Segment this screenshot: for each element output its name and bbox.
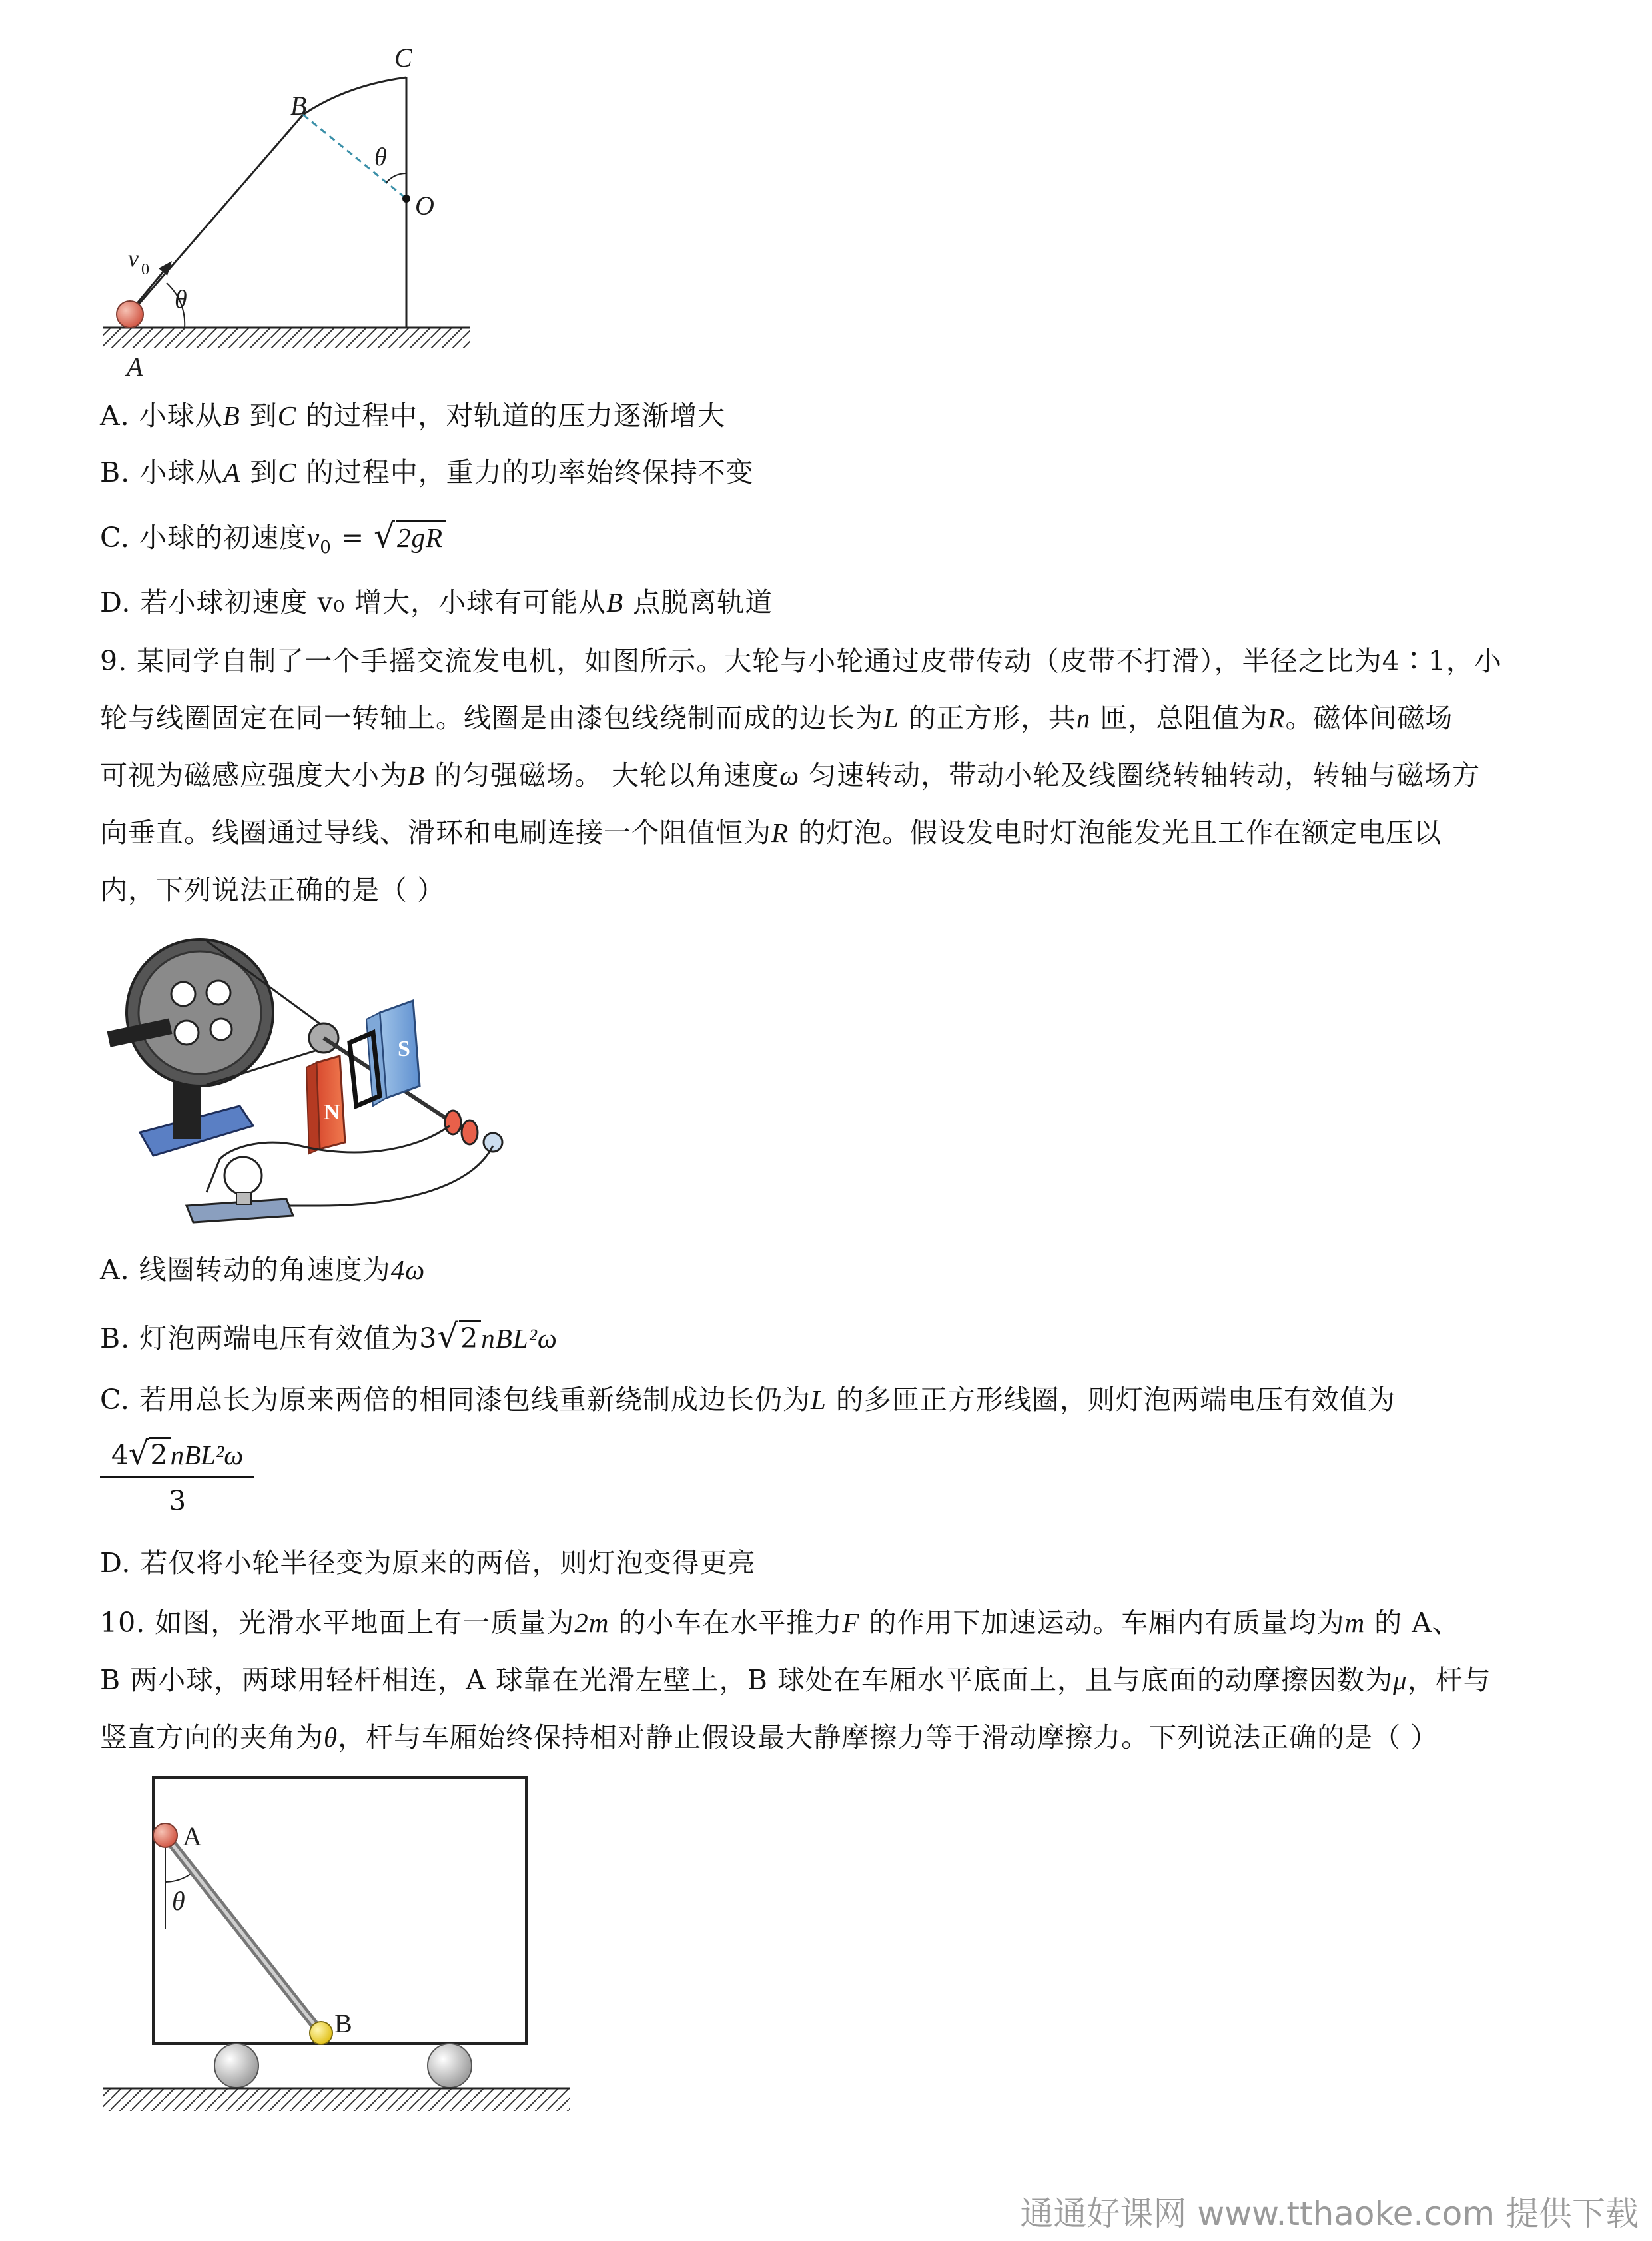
q9-c-numerator — [100, 1436, 254, 1478]
ball — [117, 301, 143, 328]
q10-2m: 2m — [574, 1607, 610, 1638]
q9-stem-line4 — [100, 815, 1442, 850]
q9-b-sqrt: √ — [437, 1317, 460, 1356]
q9-n: n — [1076, 703, 1091, 733]
label-b: B — [290, 91, 307, 121]
q9-c-num2: nBL²ω — [170, 1440, 244, 1470]
q8-option-a — [100, 398, 725, 433]
cart-wheel-left — [214, 2044, 258, 2088]
q9-stem-line1: 9. 某同学自制了一个手摇交流发电机，如图所示。大轮与小轮通过皮带传动（皮带不打滑），半径之比为4∶1，小 — [100, 645, 1502, 677]
q9-c-text: C. 若用总长为原来两倍的相同漆包线重新绕制成边长仍为 — [100, 1384, 811, 1416]
label-c: C — [394, 43, 412, 73]
label-o: O — [415, 191, 434, 221]
q9-l3a: 可视为磁感应强度大小为 — [100, 759, 408, 791]
q9-l3b: 的匀强磁场。 大轮以角速度 — [425, 759, 780, 791]
incline-track — [130, 115, 303, 314]
q9-l3c: 匀速转动，带动小轮及线圈绕转轴转动，转轴与磁场方 — [799, 759, 1481, 791]
q9-option-a — [100, 1252, 425, 1287]
q8-a-post: 的过程中，对轨道的压力逐渐增大 — [296, 400, 726, 432]
q8-d-b: B — [606, 587, 624, 618]
generator-diagram — [100, 926, 526, 1232]
label-s: S — [398, 1037, 410, 1061]
q10-f: F — [842, 1607, 860, 1638]
q9-r2: R — [771, 817, 789, 848]
wheel-hole — [206, 981, 230, 1005]
label-a: A — [127, 352, 143, 382]
q10-l2b: ，杆与 — [1407, 1664, 1491, 1696]
q10-theta: θ — [324, 1722, 338, 1753]
q8-b-a: A — [223, 457, 241, 488]
q9-a-val: 4ω — [390, 1254, 426, 1285]
q9-b-val2: nBL²ω — [481, 1323, 558, 1354]
wheel-hole — [171, 982, 195, 1006]
track-diagram — [100, 40, 480, 386]
label-theta: θ — [172, 1886, 185, 1916]
q10-l3b: ，杆与车厢始终保持相对静止假设最大静摩擦力等于滑动摩擦力。下列说法正确的是（ ） — [338, 1721, 1439, 1753]
q9-c-l: L — [810, 1384, 827, 1415]
q10-stem-line3 — [100, 1720, 1438, 1755]
lamp-socket — [236, 1192, 251, 1204]
q9-c-fraction — [100, 1436, 254, 1518]
q9-c-num1: 4 — [111, 1439, 129, 1471]
q9-b-rad: 2 — [459, 1320, 481, 1354]
q10-mu: μ — [1392, 1665, 1408, 1695]
large-wheel-face — [139, 951, 261, 1074]
q9-c-sqrt: √ — [128, 1435, 149, 1472]
q8-d-post: 点脱离轨道 — [623, 586, 773, 618]
lamp-bulb — [224, 1157, 262, 1194]
q8-b-text: B. 小球从 — [100, 456, 224, 488]
q8-b-post: 的过程中，重力的功率始终保持不变 — [296, 456, 754, 488]
q9-c-post: 的多匝正方形线圈，则灯泡两端电压有效值为 — [826, 1384, 1396, 1416]
ball-a — [153, 1823, 177, 1847]
q9-option-c — [100, 1382, 1396, 1417]
q8-c-sqrt: √ — [374, 516, 396, 555]
radius-bo-dashed — [303, 115, 406, 199]
q10-m: m — [1344, 1607, 1366, 1638]
wheel-hole — [175, 1021, 199, 1045]
q9-b-val1: 3 — [419, 1322, 438, 1354]
q9-l4a: 向垂直。线圈通过导线、滑环和电刷连接一个阻值恒为 — [100, 817, 771, 849]
q9-b: B — [408, 760, 426, 791]
ball-b — [310, 2022, 332, 2044]
ground-hatch — [103, 328, 470, 348]
q8-option-b — [100, 455, 754, 490]
label-theta-bottom: θ — [175, 286, 187, 314]
q8-b-c: C — [278, 457, 297, 488]
q8-a-text: A. 小球从 — [100, 400, 223, 432]
q9-b-text: B. 灯泡两端电压有效值为 — [100, 1322, 420, 1354]
cart-wheel-right — [428, 2044, 472, 2088]
q8-c-text: C. 小球的初速度 — [100, 522, 307, 554]
q8-option-c — [100, 518, 446, 565]
q9-l2d: 。磁体间磁场 — [1285, 702, 1453, 734]
watermark: 通通好课网 www.tthaoke.com 提供下载 — [1020, 2194, 1639, 2233]
q8-d-text: D. 若小球初速度 v₀ 增大，小球有可能从 — [100, 586, 607, 618]
center-point-o — [402, 195, 410, 203]
q8-a-to: 到 — [240, 400, 278, 432]
q10-stem-line2 — [100, 1663, 1491, 1697]
slip-ring — [445, 1111, 461, 1134]
brush — [484, 1133, 502, 1152]
q10-l2a: B 两小球，两球用轻杆相连，A 球靠在光滑左壁上，B 球处在车厢水平底面上，且与底面的动摩擦因数为 — [100, 1664, 1393, 1696]
q9-omega: ω — [779, 760, 800, 791]
velocity-arrow — [135, 268, 167, 306]
q10-l1a: 10. 如图，光滑水平地面上有一质量为 — [100, 1607, 575, 1639]
slip-ring — [462, 1120, 478, 1144]
q9-c-denominator: 3 — [168, 1485, 187, 1517]
label-theta-top: θ — [374, 143, 387, 171]
q9-l2a: 轮与线圈固定在同一转轴上。线圈是由漆包线绕制而成的边长为 — [100, 702, 883, 734]
q10-l1c: 的作用下加速运动。车厢内有质量均为 — [859, 1607, 1345, 1639]
q9-r: R — [1268, 703, 1286, 733]
label-v-sub: 0 — [141, 261, 149, 278]
q8-c-eq: = — [331, 522, 374, 554]
q9-stem-line5: 内，下列说法正确的是（ ） — [100, 874, 446, 906]
q8-b-to: 到 — [240, 456, 278, 488]
q9-a-text: A. 线圈转动的角速度为 — [100, 1254, 391, 1286]
q9-stem-line2 — [100, 701, 1453, 735]
q10-l1d: 的 A、 — [1365, 1607, 1460, 1639]
q9-c-rad: 2 — [149, 1437, 171, 1471]
q10-l3a: 竖直方向的夹角为 — [100, 1721, 324, 1753]
theta-arc-top — [386, 173, 406, 183]
q9-option-d: D. 若仅将小轮半径变为原来的两倍，则灯泡变得更亮 — [100, 1547, 756, 1579]
q8-option-d — [100, 585, 773, 620]
q9-option-b — [100, 1319, 558, 1356]
q10-stem-line1 — [100, 1605, 1460, 1640]
ground-hatch — [103, 2088, 570, 2111]
q9-l: L — [883, 703, 899, 733]
label-v: v — [128, 245, 139, 272]
q8-a-c: C — [277, 400, 297, 431]
wire — [266, 1146, 493, 1206]
q9-stem-line3 — [100, 758, 1480, 793]
q9-l2b: 的正方形，共 — [899, 702, 1076, 734]
cart-body — [153, 1777, 526, 2044]
wheel-hole — [210, 1019, 232, 1040]
q8-a-b: B — [222, 400, 240, 431]
q8-c-v: v — [306, 522, 320, 553]
q10-l1b: 的小车在水平推力 — [609, 1607, 843, 1639]
label-n: N — [324, 1100, 340, 1124]
arc-track — [303, 77, 406, 115]
label-a: A — [183, 1821, 202, 1851]
q9-l2c: 匝，总阻值为 — [1090, 702, 1268, 734]
q8-c-sub: 0 — [320, 538, 332, 558]
cart-diagram — [100, 1769, 580, 2128]
q8-c-expr: 2gR — [396, 520, 446, 553]
q9-l4b: 的灯泡。假设发电时灯泡能发光且工作在额定电压以 — [789, 817, 1442, 849]
label-b: B — [334, 2009, 352, 2038]
